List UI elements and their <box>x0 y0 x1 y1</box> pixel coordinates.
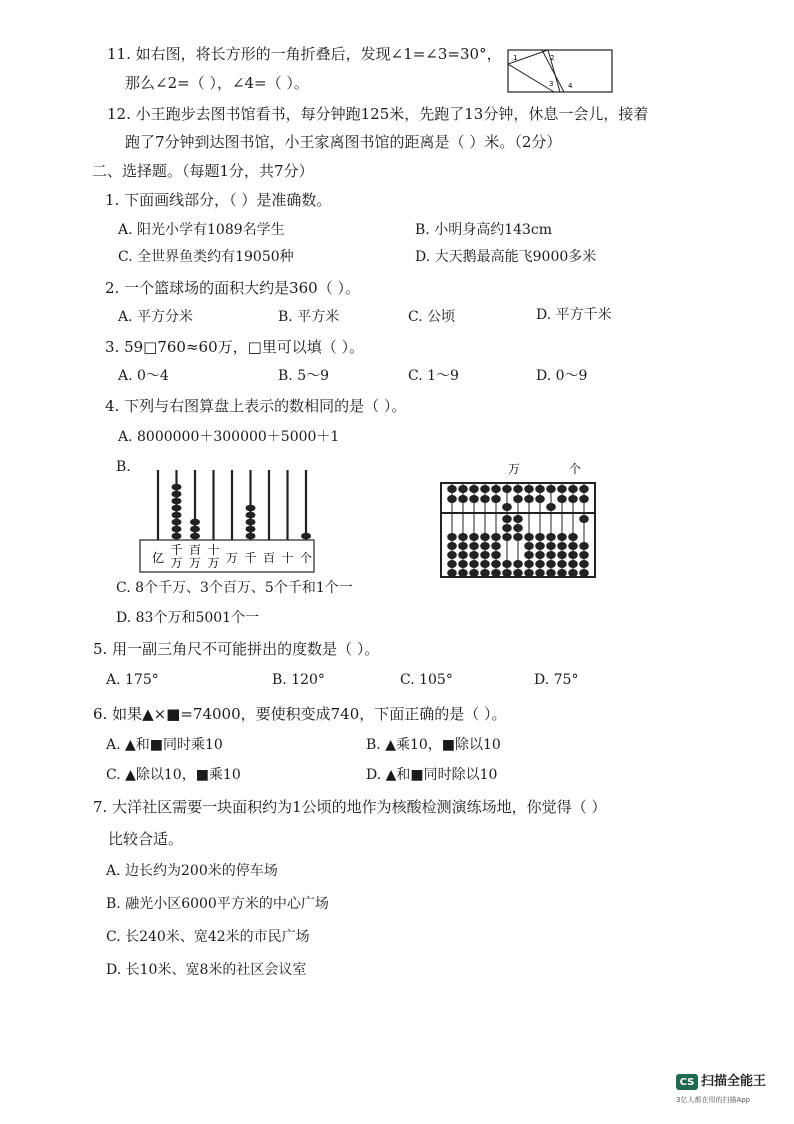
q11-line2: 那么∠2=（ ），∠4=（ ）。 <box>125 74 309 92</box>
c7-option-b: B. 融光小区6000平方米的中心广场 <box>106 896 329 912</box>
abacus-lower-bead <box>480 533 490 541</box>
c1-option-a: A. 阳光小学有1089名学生 <box>118 222 285 238</box>
abacus-lower-bead <box>447 569 457 577</box>
c7-option-c: C. 长240米、宽42米的市民广场 <box>106 929 310 945</box>
c7-stem-line1: 7. 大洋社区需要一块面积约为1公顷的地作为核酸检测演练场地，你觉得（ ） <box>93 798 607 816</box>
abacus-lower-bead <box>524 569 534 577</box>
abacus-lower-bead <box>491 551 501 559</box>
counting-bead <box>172 519 182 526</box>
abacus-upper-bead <box>469 485 479 493</box>
abacus-label-wan: 万 <box>508 462 521 476</box>
abacus-lower-bead <box>469 542 479 550</box>
abacus-lower-bead <box>579 515 589 523</box>
angle-label-3: 3 <box>549 80 554 88</box>
q11-line1: 11. 如右图，将长方形的一角折叠后，发现∠1=∠3=30°， <box>107 45 502 63</box>
counting-bead <box>190 533 200 540</box>
c5-option-a: A. 175° <box>106 672 159 688</box>
abacus-lower-bead <box>513 533 523 541</box>
angle-label-2: 2 <box>550 54 555 62</box>
abacus-upper-bead <box>579 495 589 503</box>
abacus-upper-bead <box>568 485 578 493</box>
abacus-upper-bead <box>447 495 457 503</box>
abacus-lower-bead <box>480 551 490 559</box>
abacus-lower-bead <box>535 569 545 577</box>
c1-stem: 1. 下面画线部分，（ ）是准确数。 <box>105 191 332 209</box>
abacus-lower-bead <box>480 560 490 568</box>
abacus-upper-bead <box>480 495 490 503</box>
c3-option-d: D. 0～9 <box>536 368 588 384</box>
section-title: 二、选择题。（每题1分，共7分） <box>92 162 314 180</box>
abacus-lower-bead <box>546 542 556 550</box>
c2-option-c: C. 公顷 <box>408 309 456 325</box>
c7-option-d: D. 长10米、宽8米的社区会议室 <box>106 962 307 978</box>
abacus-lower-bead <box>447 560 457 568</box>
abacus-upper-bead <box>579 485 589 493</box>
scanner-logo-icon: CS <box>676 1074 698 1090</box>
abacus-lower-bead <box>568 551 578 559</box>
c4-option-a: A. 8000000＋300000＋5000＋1 <box>118 429 340 445</box>
abacus-lower-bead <box>579 542 589 550</box>
abacus-lower-bead <box>557 533 567 541</box>
abacus-lower-bead <box>491 560 501 568</box>
counting-frame-rods <box>158 470 311 540</box>
abacus-lower-bead <box>491 542 501 550</box>
counting-bead <box>190 526 200 533</box>
counting-bead <box>172 505 182 512</box>
c6-stem: 6. 如果▲×■=74000，要使积变成740，下面正确的是（ ）。 <box>93 705 507 723</box>
abacus-lower-bead <box>513 569 523 577</box>
abacus-lower-bead <box>568 533 578 541</box>
c6-option-c: C. ▲除以10，■乘10 <box>106 767 241 783</box>
counting-bead <box>246 505 256 512</box>
counting-bead <box>246 512 256 519</box>
abacus-upper-bead <box>535 485 545 493</box>
abacus-lower-bead <box>557 542 567 550</box>
abacus-lower-bead <box>502 569 512 577</box>
counting-place-label: 百 <box>188 543 202 557</box>
abacus-upper-bead <box>458 485 468 493</box>
counting-place-label: 万 <box>225 551 239 565</box>
abacus-lower-bead <box>469 560 479 568</box>
counting-bead <box>246 526 256 533</box>
abacus-lower-bead <box>502 533 512 541</box>
c2-option-a: A. 平方分米 <box>118 309 194 325</box>
c4-stem: 4. 下列与右图算盘上表示的数相同的是（ ）。 <box>105 397 407 415</box>
abacus-lower-bead <box>546 551 556 559</box>
folded-rectangle-figure <box>506 48 614 94</box>
abacus-lower-bead <box>502 515 512 523</box>
q12-line1: 12. 小王跑步去图书馆看书，每分钟跑125米，先跑了13分钟，休息一会儿，接着 <box>107 105 649 123</box>
abacus-lower-bead <box>458 551 468 559</box>
abacus-lower-bead <box>480 542 490 550</box>
abacus-lower-bead <box>480 569 490 577</box>
abacus-lower-bead <box>557 569 567 577</box>
counting-bead <box>246 519 256 526</box>
c5-option-b: B. 120° <box>272 672 325 688</box>
abacus-lower-bead <box>535 542 545 550</box>
abacus-lower-bead <box>513 560 523 568</box>
counting-place-label: 百 <box>262 551 276 565</box>
c2-stem: 2. 一个篮球场的面积大约是360（ ）。 <box>105 279 360 297</box>
counting-bead <box>172 512 182 519</box>
counting-bead <box>172 533 182 540</box>
counting-bead <box>172 498 182 505</box>
c3-stem: 3. 59□760≈60万，□里可以填（ ）。 <box>105 338 365 356</box>
abacus-upper-bead <box>458 495 468 503</box>
abacus-lower-bead <box>568 569 578 577</box>
counting-frame-figure <box>138 466 318 576</box>
abacus-lower-bead <box>458 542 468 550</box>
abacus-upper-bead <box>557 495 567 503</box>
q12-line2: 跑了7分钟到达图书馆，小王家离图书馆的距离是（ ）米。（2分） <box>125 133 562 151</box>
abacus-lower-bead <box>458 533 468 541</box>
c4-option-c: C. 8个千万、3个百万、5个千和1个一 <box>116 580 353 596</box>
abacus-lower-bead <box>579 551 589 559</box>
c5-option-c: C. 105° <box>400 672 453 688</box>
counting-place-label: 亿 <box>151 551 165 565</box>
counting-place-label: 万 <box>207 556 220 570</box>
counting-place-label: 个 <box>299 551 313 565</box>
abacus-lower-bead <box>557 560 567 568</box>
abacus-upper-bead <box>524 485 534 493</box>
c2-option-d: D. 平方千米 <box>536 307 612 323</box>
abacus-upper-bead <box>546 503 556 511</box>
c6-option-a: A. ▲和■同时乘10 <box>106 737 223 753</box>
c5-stem: 5. 用一副三角尺不可能拼出的度数是（ ）。 <box>93 640 380 658</box>
scanner-app-name: 扫描全能王 <box>701 1074 767 1089</box>
abacus-upper-bead <box>513 485 523 493</box>
abacus-lower-bead <box>579 560 589 568</box>
c7-option-a: A. 边长约为200米的停车场 <box>106 863 278 879</box>
abacus-upper-bead <box>502 503 512 511</box>
counting-bead <box>172 491 182 498</box>
c4-option-b: B. <box>116 459 131 475</box>
abacus-lower-bead <box>524 551 534 559</box>
counting-place-label: 万 <box>170 556 183 570</box>
abacus-figure <box>438 461 598 581</box>
c1-option-d: D. 大天鹅最高能飞9000多米 <box>415 249 597 265</box>
counting-bead <box>301 533 311 540</box>
scanner-app-tagline: 3亿人都在用的扫描App <box>676 1096 751 1104</box>
abacus-lower-bead <box>535 560 545 568</box>
c2-option-b: B. 平方米 <box>278 309 340 325</box>
c3-option-c: C. 1～9 <box>408 368 459 384</box>
counting-place-label: 十 <box>281 551 294 565</box>
counting-place-label: 千 <box>170 543 183 557</box>
abacus-lower-bead <box>502 524 512 532</box>
abacus-lower-bead <box>557 551 567 559</box>
c6-option-b: B. ▲乘10，■除以10 <box>366 737 501 753</box>
rectangle-outline <box>508 50 612 92</box>
abacus-upper-bead <box>447 485 457 493</box>
abacus-lower-bead <box>458 560 468 568</box>
angle-label-4: 4 <box>568 82 573 90</box>
abacus-lower-bead <box>469 551 479 559</box>
counting-bead <box>246 533 256 540</box>
abacus-lower-bead <box>568 560 578 568</box>
abacus-upper-bead <box>491 495 501 503</box>
counting-place-label: 万 <box>188 556 202 570</box>
abacus-upper-bead <box>557 485 567 493</box>
c4-option-d: D. 83个万和5001个一 <box>116 610 260 626</box>
abacus-lower-bead <box>458 569 468 577</box>
abacus-lower-bead <box>447 542 457 550</box>
abacus-upper-bead <box>524 495 534 503</box>
angle-label-1: 1 <box>513 54 518 62</box>
abacus-upper-bead <box>546 485 556 493</box>
abacus-lower-bead <box>568 542 578 550</box>
c1-option-c: C. 全世界鱼类约有19050种 <box>118 249 294 265</box>
abacus-lower-bead <box>491 569 501 577</box>
abacus-lower-bead <box>546 533 556 541</box>
counting-bead <box>190 519 200 526</box>
c5-option-d: D. 75° <box>534 672 579 688</box>
counting-place-label: 千 <box>244 551 257 565</box>
abacus-lower-bead <box>502 560 512 568</box>
counting-place-label: 十 <box>207 543 220 557</box>
c7-stem-line2: 比较合适。 <box>108 830 184 848</box>
abacus-lower-bead <box>447 533 457 541</box>
abacus-lower-bead <box>524 533 534 541</box>
c3-option-b: B. 5～9 <box>278 368 330 384</box>
fold-line-left <box>508 64 554 92</box>
abacus-lower-bead <box>469 569 479 577</box>
abacus-lower-bead <box>546 560 556 568</box>
abacus-lower-bead <box>447 551 457 559</box>
counting-bead <box>172 484 182 491</box>
abacus-lower-bead <box>491 533 501 541</box>
counting-bead <box>172 526 182 533</box>
c1-option-b: B. 小明身高约143cm <box>415 222 553 238</box>
c6-option-d: D. ▲和■同时除以10 <box>366 767 498 783</box>
abacus-label-ge: 个 <box>569 462 582 476</box>
abacus-lower-bead <box>579 569 589 577</box>
abacus-lower-bead <box>513 515 523 523</box>
abacus-lower-bead <box>469 533 479 541</box>
abacus-upper-bead <box>513 495 523 503</box>
abacus-upper-bead <box>480 485 490 493</box>
c3-option-a: A. 0～4 <box>118 368 169 384</box>
abacus-lower-bead <box>546 569 556 577</box>
abacus-lower-bead <box>524 542 534 550</box>
abacus-upper-bead <box>502 485 512 493</box>
abacus-lower-bead <box>513 524 523 532</box>
abacus-lower-bead <box>524 560 534 568</box>
abacus-upper-bead <box>491 485 501 493</box>
abacus-lower-bead <box>535 551 545 559</box>
abacus-lower-bead <box>535 533 545 541</box>
abacus-upper-bead <box>568 495 578 503</box>
abacus-upper-bead <box>469 495 479 503</box>
abacus-upper-bead <box>535 495 545 503</box>
